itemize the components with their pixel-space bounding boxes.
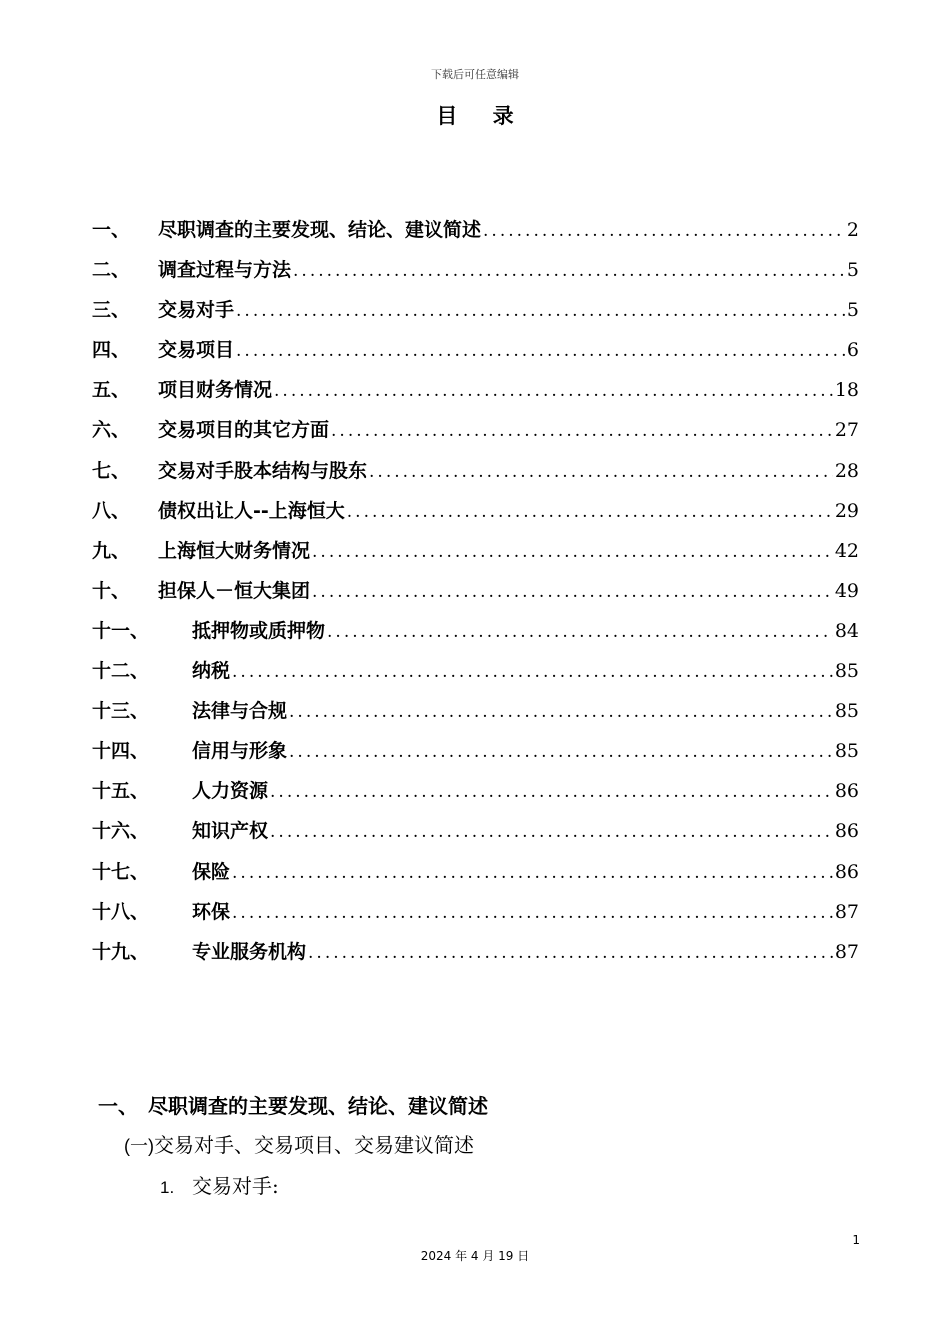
- toc-leader-dots: [232, 893, 833, 933]
- toc-leader-dots: [327, 612, 833, 652]
- toc-entry-page: 18: [834, 379, 859, 402]
- toc-entry[interactable]: [92, 932, 859, 972]
- toc-entry-page: 85: [834, 660, 859, 683]
- toc-entry-page: 29: [834, 499, 859, 522]
- toc-entry-page: 5: [846, 259, 859, 282]
- toc-entry[interactable]: [92, 531, 859, 571]
- toc-leader-dots: [232, 652, 833, 692]
- toc-entry-page: 5: [846, 299, 859, 322]
- toc-leader-dots: [308, 933, 833, 973]
- item-heading: [160, 1170, 279, 1199]
- toc-leader-dots: [312, 572, 833, 612]
- toc-entry-number: 十三、: [92, 700, 150, 723]
- toc-entry-title: 交易对手: [158, 299, 235, 322]
- toc-entry-title: 项目财务情况: [158, 379, 273, 402]
- toc-entry-number: 一、: [92, 219, 131, 241]
- toc-entry[interactable]: [92, 651, 859, 691]
- toc-entry[interactable]: [92, 451, 859, 491]
- toc-entry-page: 2: [846, 219, 859, 241]
- page-number: 1: [852, 1233, 860, 1247]
- toc-entry-title: 信用与形象: [192, 740, 288, 763]
- toc-entry-page: 6: [846, 339, 859, 362]
- toc-leader-dots: [369, 452, 833, 492]
- toc-entry[interactable]: [92, 571, 859, 611]
- toc-entry-page: 28: [834, 459, 859, 482]
- toc-entry-number: 十二、: [92, 660, 150, 683]
- toc-entry-number: 六、: [92, 419, 131, 442]
- toc-entry-number: 十、: [92, 579, 131, 602]
- toc-leader-dots: [270, 772, 833, 812]
- subsection-number: (一): [124, 1136, 154, 1156]
- toc-entry[interactable]: [92, 691, 859, 731]
- toc-entry-title: 债权出让人--上海恒大: [158, 499, 345, 522]
- toc-entry[interactable]: [92, 491, 859, 531]
- subsection-heading: [124, 1129, 474, 1158]
- footer-date: 2024 年 4 月 19 日: [420, 1249, 530, 1263]
- toc-entry[interactable]: [92, 370, 859, 410]
- item-number: 1.: [160, 1178, 175, 1197]
- toc-entry[interactable]: [92, 330, 859, 370]
- toc-entry-title: 保险: [192, 860, 231, 883]
- toc-entry[interactable]: [92, 811, 859, 851]
- toc-leader-dots: [274, 371, 833, 411]
- toc-entry-number: 八、: [92, 499, 131, 522]
- toc-entry-page: 85: [834, 700, 859, 723]
- toc-entry-number: 十八、: [92, 900, 150, 923]
- toc-entry-number: 十九、: [92, 940, 150, 963]
- toc-entry[interactable]: [92, 771, 859, 811]
- toc-entry-number: 七、: [92, 459, 131, 482]
- toc-entry-number: 十一、: [92, 619, 150, 642]
- toc-entry-title: 交易对手股本结构与股东: [158, 459, 368, 482]
- toc-leader-dots: [236, 291, 845, 331]
- toc-leader-dots: [331, 411, 833, 451]
- toc-entry-title: 担保人－恒大集团: [158, 579, 311, 602]
- toc-entry-title: 交易项目的其它方面: [158, 419, 330, 442]
- toc-entry-title: 专业服务机构: [192, 940, 307, 963]
- toc-entry-number: 九、: [92, 539, 131, 562]
- toc-leader-dots: [270, 812, 833, 852]
- toc-leader-dots: [347, 492, 833, 532]
- toc-entry-page: 86: [834, 780, 859, 803]
- toc-entry-page: 42: [834, 539, 859, 562]
- toc-entry-page: 84: [834, 619, 859, 642]
- toc-entry-page: 87: [834, 940, 859, 963]
- toc-entry-number: 三、: [92, 299, 131, 322]
- toc-entry[interactable]: [92, 852, 859, 892]
- toc-entry-page: 49: [834, 579, 859, 602]
- subsection-title: 交易对手、交易项目、交易建议简述: [154, 1133, 474, 1157]
- toc-entry[interactable]: [92, 410, 859, 450]
- toc-entry-title: 交易项目: [158, 339, 235, 362]
- toc-entry-title: 知识产权: [192, 820, 269, 843]
- toc-entry-page: 85: [834, 740, 859, 763]
- toc-entry-title: 纳税: [192, 660, 231, 683]
- toc-entry-number: 十六、: [92, 820, 150, 843]
- toc-entry-number: 十四、: [92, 740, 150, 763]
- table-of-contents: [92, 210, 859, 972]
- item-title: 交易对手:: [192, 1174, 279, 1198]
- toc-entry-number: 十七、: [92, 860, 150, 883]
- header-note: 下载后可任意编辑: [431, 68, 519, 81]
- toc-leader-dots: [236, 331, 845, 371]
- toc-leader-dots: [293, 251, 845, 291]
- toc-entry-title: 调查过程与方法: [158, 259, 292, 282]
- toc-entry-page: 86: [834, 860, 859, 883]
- toc-entry[interactable]: [92, 290, 859, 330]
- toc-leader-dots: [312, 532, 833, 572]
- toc-entry-title: 法律与合规: [192, 700, 288, 723]
- toc-entry-title: 尽职调查的主要发现、结论、建议简述: [158, 219, 482, 241]
- toc-entry[interactable]: [92, 250, 859, 290]
- toc-leader-dots: [289, 732, 833, 772]
- toc-entry[interactable]: [92, 210, 859, 250]
- toc-entry-title: 抵押物或质押物: [192, 619, 326, 642]
- toc-title: 目 录: [436, 104, 528, 128]
- toc-entry[interactable]: [92, 611, 859, 651]
- section-title: 尽职调查的主要发现、结论、建议简述: [148, 1094, 488, 1118]
- toc-leader-dots: [289, 692, 833, 732]
- toc-leader-dots: [483, 211, 845, 251]
- toc-leader-dots: [232, 853, 833, 893]
- toc-entry-number: 二、: [92, 259, 131, 282]
- toc-entry[interactable]: [92, 731, 859, 771]
- toc-entry-number: 四、: [92, 339, 131, 362]
- toc-entry-page: 27: [834, 419, 859, 442]
- toc-entry-title: 人力资源: [192, 780, 269, 803]
- section-heading: [98, 1090, 488, 1119]
- toc-entry[interactable]: [92, 892, 859, 932]
- toc-entry-number: 五、: [92, 379, 131, 402]
- toc-entry-number: 十五、: [92, 780, 150, 803]
- toc-entry-title: 上海恒大财务情况: [158, 539, 311, 562]
- toc-entry-page: 86: [834, 820, 859, 843]
- section-number: 一、: [98, 1094, 138, 1118]
- toc-entry-title: 环保: [192, 900, 231, 923]
- toc-entry-page: 87: [834, 900, 859, 923]
